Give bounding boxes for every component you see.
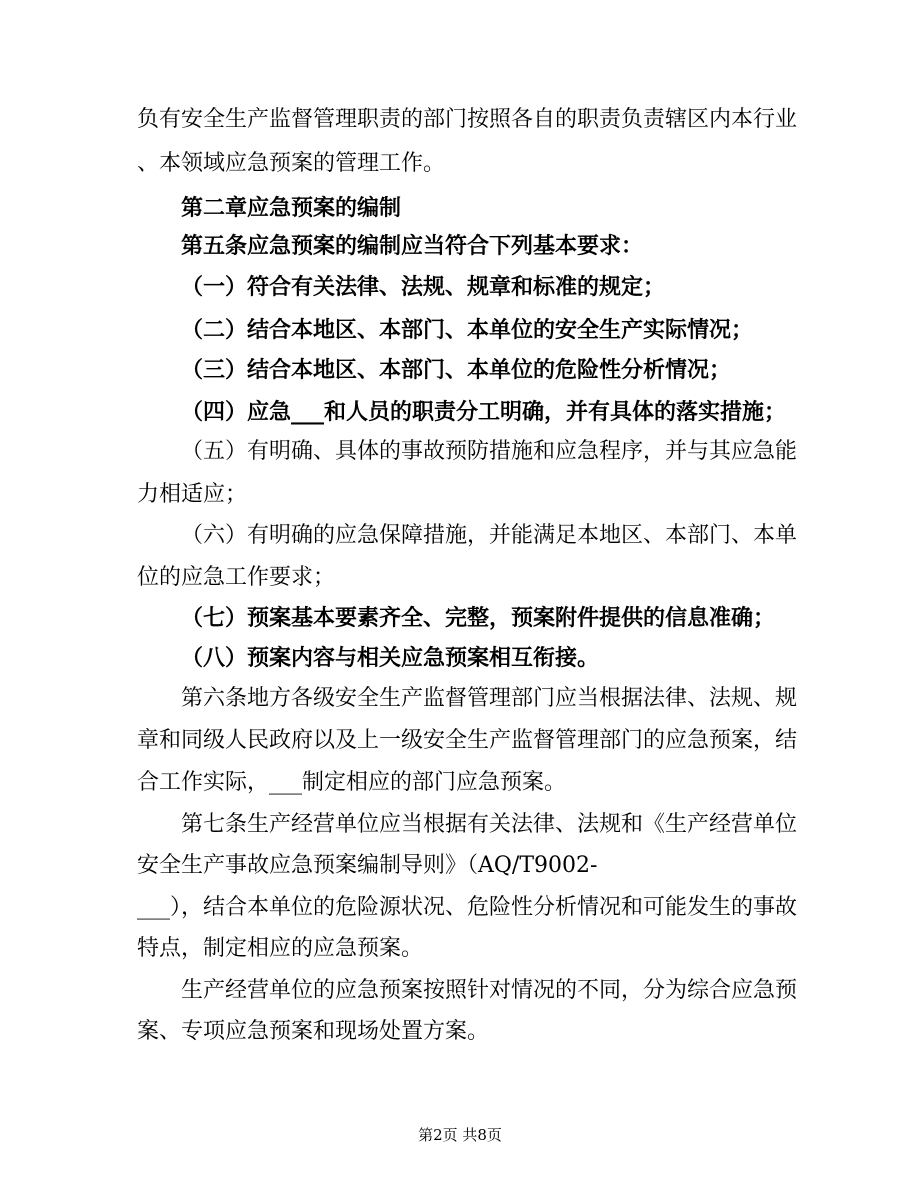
paragraph-line: 特点，制定相应的应急预案。 xyxy=(137,936,424,961)
list-item: （六）有明确的应急保障措施，并能满足本地区、本部门、本单 xyxy=(181,523,798,548)
list-item: （八）预案内容与相关应急预案相互衔接。 xyxy=(181,645,600,671)
list-item: （一）符合有关法律、法规、规章和标准的规定； xyxy=(181,274,666,300)
paragraph-line: 负有安全生产监督管理职责的部门按照各自的职责负责辖区内本行业 xyxy=(137,107,798,132)
paragraph-line: ___），结合本单位的危险源状况、危险性分析情况和可能发生的事故 xyxy=(137,895,798,920)
paragraph-line: 位的应急工作要求； xyxy=(137,565,336,590)
paragraph-line: 、本领域应急预案的管理工作。 xyxy=(137,151,446,176)
list-item: （五）有明确、具体的事故预防措施和应急程序，并与其应急能 xyxy=(181,439,798,464)
paragraph-line: 案、专项应急预案和现场处置方案。 xyxy=(137,1019,490,1044)
list-item: （二）结合本地区、本部门、本单位的安全生产实际情况； xyxy=(181,317,754,343)
article-heading: 第五条应急预案的编制应当符合下列基本要求： xyxy=(181,233,644,259)
paragraph-line: 力相适应； xyxy=(137,482,248,507)
paragraph-line: 第七条生产经营单位应当根据有关法律、法规和《生产经营单位 xyxy=(181,812,798,837)
paragraph-line: 合工作实际，___制定相应的部门应急预案。 xyxy=(137,770,567,795)
paragraph-line: 第六条地方各级安全生产监督管理部门应当根据法律、法规、规 xyxy=(181,686,798,711)
paragraph-line: 章和同级人民政府以及上一级安全生产监督管理部门的应急预案，结 xyxy=(137,728,798,753)
list-item: （三）结合本地区、本部门、本单位的危险性分析情况； xyxy=(181,357,732,383)
paragraph-line: 安全生产事故应急预案编制导则》（AQ/T9002- xyxy=(137,853,598,878)
list-item: （四）应急___和人员的职责分工明确，并有具体的落实措施； xyxy=(181,399,787,425)
paragraph-line: 生产经营单位的应急预案按照针对情况的不同，分为综合应急预 xyxy=(181,978,798,1003)
page-number-footer: 第2页 共8页 xyxy=(418,1126,502,1144)
chapter-heading: 第二章应急预案的编制 xyxy=(181,195,402,221)
list-item: （七）预案基本要素齐全、完整，预案附件提供的信息准确； xyxy=(181,605,776,631)
